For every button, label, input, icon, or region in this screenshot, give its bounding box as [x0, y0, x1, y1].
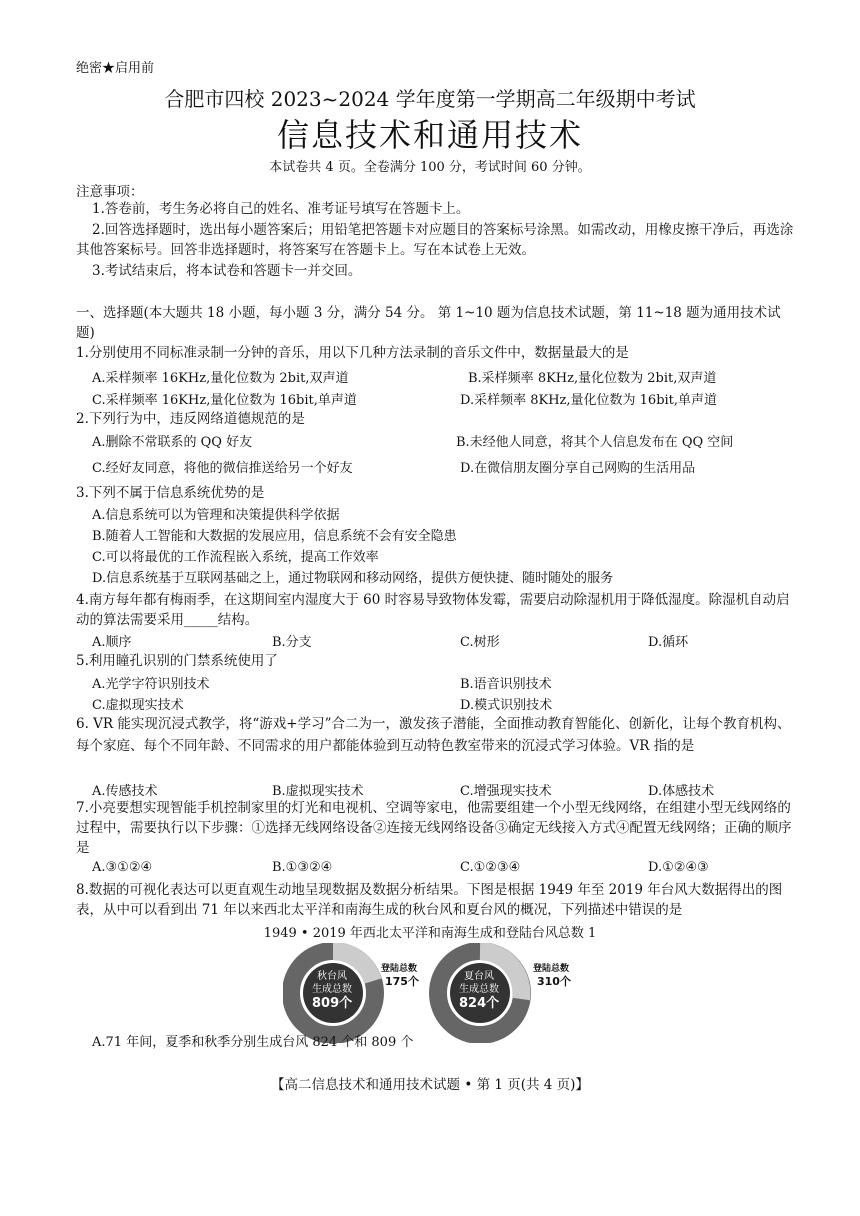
question-option: C.可以将最优的工作流程嵌入系统，提高工作效率 [92, 550, 379, 565]
question-option: C.①②③④ [460, 860, 521, 875]
question-option: C.虚拟现实技术 [92, 698, 184, 713]
question-option: B.①③②④ [272, 860, 333, 875]
question-option: A.顺序 [92, 635, 132, 650]
autumn-land-label: 登陆总数 [381, 964, 418, 974]
question-option: B.随着人工智能和大数据的发展应用，信息系统不会有安全隐患 [92, 529, 457, 544]
typhoon-infographic [283, 943, 583, 1043]
page-footer: 【高二信息技术和通用技术试题 • 第 1 页(共 4 页)】 [271, 1077, 589, 1093]
autumn-land-value: 175个 [385, 975, 419, 988]
question-option: D.模式识别技术 [460, 698, 553, 713]
notice-item: 3.考试结束后，将本试卷和答题卡一并交回。 [92, 263, 362, 279]
question-option: C.树形 [460, 635, 500, 650]
autumn-value: 809个 [312, 996, 353, 1011]
exam-subtitle: 合肥市四校 2023~2024 学年度第一学期高二年级期中考试 [164, 87, 696, 111]
summer-land-value: 310个 [537, 975, 571, 988]
question-option: B.未经他人同意，将其个人信息发布在 QQ 空间 [456, 435, 734, 450]
question-stem: 3.下列不属于信息系统优势的是 [76, 485, 265, 501]
question-option: D.循环 [648, 635, 689, 650]
section-heading: 一、选择题(本大题共 18 小题，每小题 3 分，满分 54 分。 第 1~10 题为信息技术试题，第 11~18 题为通用技术试题) [76, 305, 781, 341]
question-option: A.采样频率 16KHz,量化位数为 2bit,双声道 [92, 371, 349, 386]
question-option: B.采样频率 8KHz,量化位数为 2bit,双声道 [468, 371, 717, 386]
question-option: D.体感技术 [648, 784, 715, 799]
chart-title: 1949 • 2019 年西北太平洋和南海生成和登陆台风总数 1 [263, 926, 597, 941]
notice-item: 2.回答选择题时，选出每小题答案后；用铅笔把答题卡对应题目的答案标号涂黑。如需改动，用橡皮擦干净后，再选涂其他答案标号。回答非选择题时，将答案写在答题卡上。写在本试卷上无效。 [76, 222, 794, 258]
summer-land-label: 登陆总数 [533, 964, 570, 974]
question-option: B.语音识别技术 [460, 677, 552, 692]
question-option: D.①②④③ [648, 860, 709, 875]
question-stem: 4.南方每年都有梅雨季，在这期间室内湿度大于 60 时容易导致物体发霉，需要启动除湿机用于降低湿度。除湿机自动启动的算法需要采用_____结构。 [76, 592, 790, 628]
question-option: B.分支 [272, 635, 312, 650]
question-option: A.信息系统可以为管理和决策提供科学依据 [92, 508, 340, 523]
summer-label: 夏台风 [464, 971, 494, 982]
question-stem: 1.分别使用不同标准录制一分钟的音乐，用以下几种方法录制的音乐文件中，数据量最大的是 [76, 345, 629, 361]
question-option: A.传感技术 [92, 784, 158, 799]
exam-title: 信息技术和通用技术 [276, 116, 583, 154]
question-option: D.采样频率 8KHz,量化位数为 16bit,单声道 [460, 393, 718, 408]
question-stem: 5.利用瞳孔识别的门禁系统使用了 [76, 653, 278, 669]
question-option: A.③①②④ [92, 860, 153, 875]
autumn-label: 秋台风 [317, 971, 347, 982]
question-stem: 2.下列行为中，违反网络道德规范的是 [76, 411, 305, 427]
question-option: D.信息系统基于互联网基础之上，通过物联网和移动网络，提供方便快捷、随时随处的服务 [92, 571, 614, 586]
question-option: A.删除不常联系的 QQ 好友 [92, 435, 253, 450]
autumn-sub: 生成总数 [312, 984, 352, 995]
question-option: D.在微信朋友圈分享自己网购的生活用品 [460, 461, 696, 476]
summer-sub: 生成总数 [459, 984, 499, 995]
question-option: B.虚拟现实技术 [272, 784, 364, 799]
notice-heading: 注意事项： [76, 184, 144, 200]
question-option: C.采样频率 16KHz,量化位数为 16bit,单声道 [92, 393, 357, 408]
notice-item: 1.答卷前，考生务必将自己的姓名、准考证号填写在答题卡上。 [92, 201, 470, 217]
question-option: A.71 年间，夏季和秋季分别生成台风 824 个和 809 个 [92, 1035, 414, 1050]
question-option: C.经好友同意，将他的微信推送给另一个好友 [92, 461, 353, 476]
question-option: C.增强现实技术 [460, 784, 552, 799]
summer-value: 824个 [459, 996, 500, 1011]
question-stem: 6. VR 能实现沉浸式教学，将“游戏+学习”合二为一，激发孩子潜能，全面推动教育智能化、创新化，让每个教育机构、每个家庭、每个不同年龄、不同需求的用户都能体验到互动特色教室带来的沉浸式学习体验。VR 指的是 [76, 716, 791, 754]
question-stem: 7.小亮要想实现智能手机控制家里的灯光和电视机、空调等家电，他需要组建一个小型无线网络，在组建小型无线网络的过程中，需要执行以下步骤：①选择无线网络设备②连接无线网络设备③确定无线接入方式④配置无线网络；正确的顺序是 [76, 800, 792, 856]
exam-info: 本试卷共 4 页。全卷满分 100 分，考试时间 60 分钟。 [269, 160, 591, 175]
question-stem: 8.数据的可视化表达可以更直观生动地呈现数据及数据分析结果。下图是根据 1949 年至 2019 年台风大数据得出的图表，从中可以看到出 71 年以来西北太平洋和南海生成的秋台风和夏台风的概况，下列描述中错误的是 [76, 882, 783, 918]
confidential-label: 绝密★启用前 [76, 61, 155, 76]
question-option: A.光学字符识别技术 [92, 677, 210, 692]
